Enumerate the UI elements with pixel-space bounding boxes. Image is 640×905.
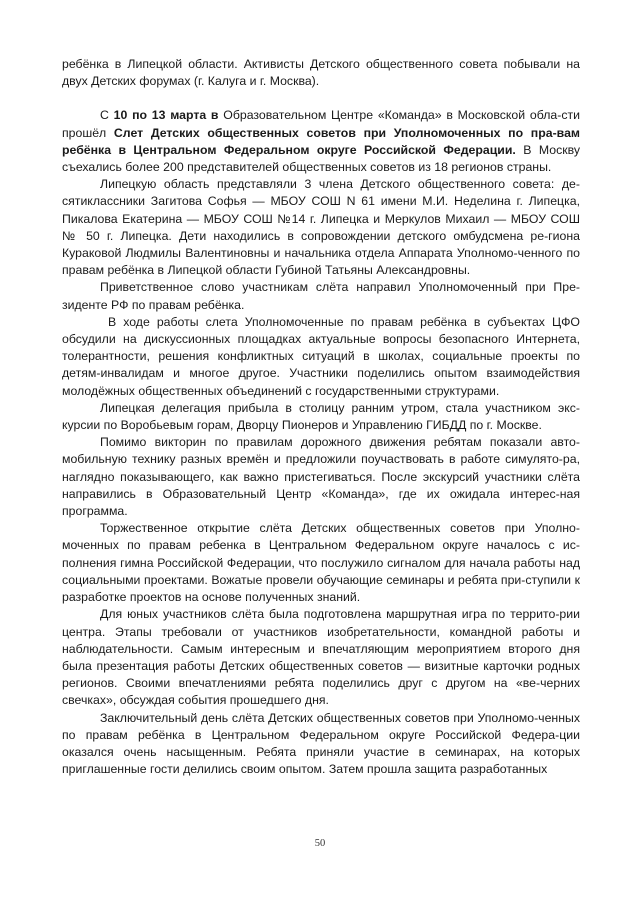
rally-attendance: В Москву съехались более 200 представителей общественных советов из 18 регионов страны.: [62, 142, 581, 175]
paragraph-discussion: В ходе работы слета Уполномоченные по правам ребёнка в субъектах ЦФО обсудили на дискуссионных площадках актуальные вопросы безопасного Интернета, толерантности, решения конфликтных ситуаций в школах, социальные проекты по детям-инвалидам и многое другое. Участники поделились опытом взаимодействия молодёжных общественных объединений с государственными структурами.: [62, 314, 580, 398]
rally-lead: С: [100, 108, 114, 123]
page-number: 50: [314, 838, 326, 849]
paragraph-final-day: Заключительный день слёта Детских общественных советов при Уполномо-ченных по правам ребёнка в Центральном Федеральном округе Российской Федера-ции оказался очень насыщенным. Ребята приняли участие в семинарах, на которых приглашенные гости делились своим опытом. Затем прошла защита разработанных: [62, 710, 580, 777]
paragraph-delegation: Липецкую область представляли 3 члена Детского общественного совета: де-сятиклассники Загитова Софья — МБОУ СОШ N 61 имени М.И. Неделина г. Липецка, Пикалова Екатерина — МБОУ СОШ №14 г. Липецка и Меркулов Михаил — МБОУ СОШ № 50 г. Липецка. Дети находились в сопровождении детского омбудсмена ре-гиона Кураковой Людмилы Валентиновны и начальника отдела Аппарата Уполномо-ченного по правам ребёнка в Липецкой области Губиной Татьяны Александровны.: [62, 177, 580, 278]
paragraph-continued: ребёнка в Липецкой области. Активисты Детского общественного совета побывали на двух Детских форумах (г. Калуга и г. Москва).: [62, 57, 580, 89]
rally-event-name: Слет Детских общественных советов при Уполномоченных по пра-вам ребёнка в Центральном Федеральном округе Российской Федерации.: [62, 125, 580, 157]
paragraph-traffic-quiz: Помимо викторин по правилам дорожного движения ребятам показали авто-мобильную технику разных времён и предложили поучаствовать в работе симулято-ра, наглядно показывающего, как важно пристегиваться. После экскурсий участники слёта направились в Образовательный Центр «Команда», где их ожидала интерес-ная программа.: [62, 435, 580, 519]
body-text: [62, 56, 580, 778]
paragraph-rally-intro: [62, 107, 580, 176]
paragraph-excursion: Липецкая делегация прибыла в столицу ранним утром, стала участником экс-курсии по Воробьевым горам, Дворцу Пионеров и Управлению ГИБДД по г. Москве.: [62, 400, 580, 433]
rally-dates: 10 по 13 марта в: [113, 108, 219, 123]
rally-location: Образовательном Центре «Команда» в Московской обла-сти прошёл: [62, 108, 580, 140]
paragraph-route-game: Для юных участников слёта была подготовлена маршрутная игра по террито-рии центра. Этапы требовали от участников изобретательности, командной работы и наблюдательности. Самым интересным и впечатляющим мероприятием второго дня была презентация работы Детских общественных советов — визитные карточки родных регионов. Своими впечатлениями ребята поделились друг с другом на «ве-черних свечках», обсуждая события прошедшего дня.: [62, 607, 580, 708]
paragraph-greeting: Приветственное слово участникам слёта направил Уполномоченный при Пре-зиденте РФ по правам ребёнка.: [62, 280, 580, 312]
paragraph-opening: Торжественное открытие слёта Детских общественных советов при Уполно-моченных по правам ребенка в Центральном Федеральном округе началось с ис-полнения гимна Российской Федерации, что послужило сигналом для начала работы над социальными проектами. Вожатые провели обучающие семинары и ребята при-ступили к разработке проектов на основе полученных знаний.: [62, 521, 580, 605]
